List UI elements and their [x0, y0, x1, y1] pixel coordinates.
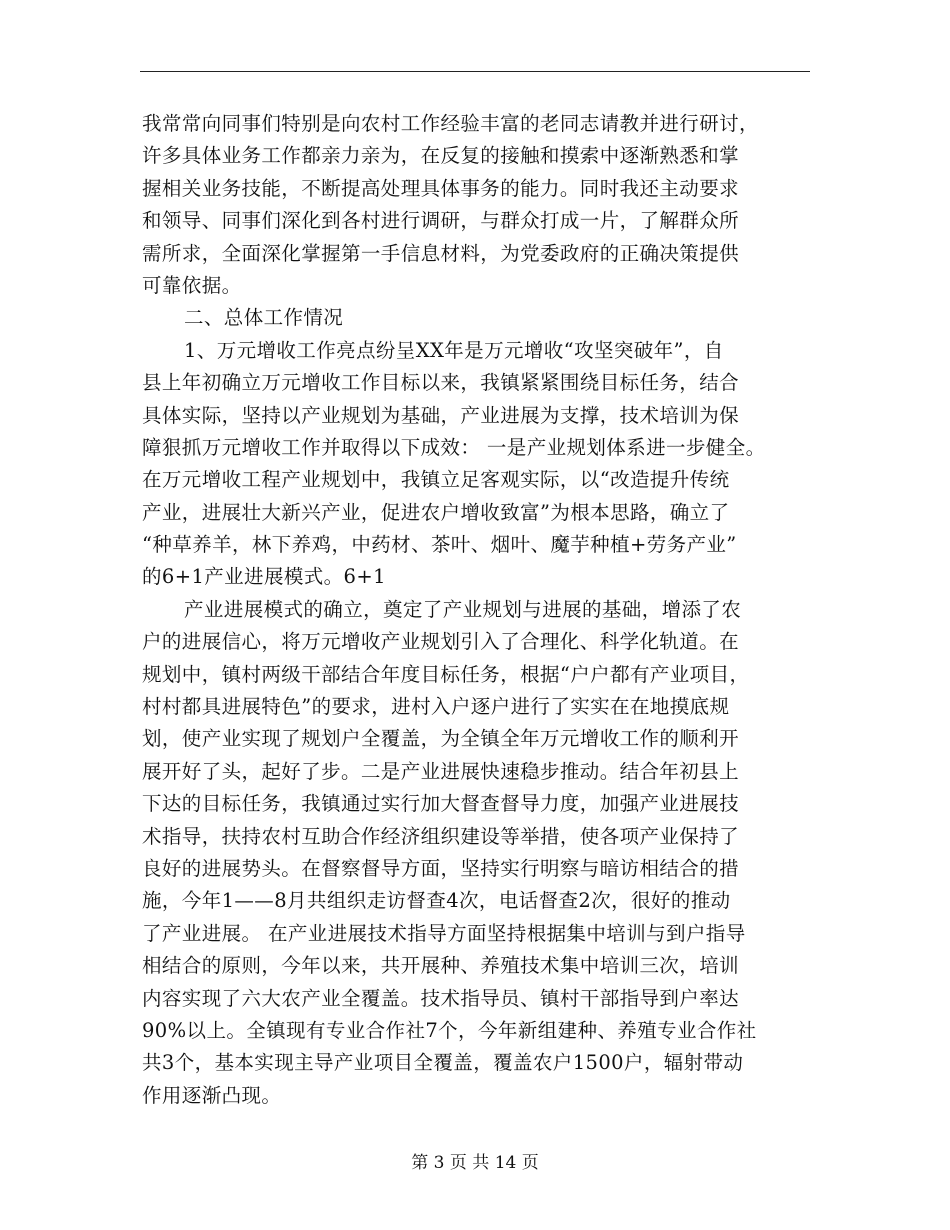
text-line: 许多具体业务工作都亲力亲为，在反复的接触和摸索中逐渐熟悉和掌 — [142, 144, 740, 168]
text-line: 术指导，扶持农村互助合作经济组织建设等举措，使各项产业保持了 — [142, 824, 740, 848]
text-line: 划，使产业实现了规划户全覆盖，为全镇全年万元增收工作的顺利开 — [142, 727, 740, 751]
text-line: 90%以上。全镇现有专业合作社7个，今年新组建种、养殖专业合作社 — [142, 1018, 757, 1042]
text-line: 1、万元增收工作亮点纷呈XX年是万元增收“攻坚突破年”，自 — [184, 338, 724, 362]
text-line: 县上年初确立万元增收工作目标以来，我镇紧紧围绕目标任务，结合 — [142, 371, 740, 395]
text-line: 下达的目标任务，我镇通过实行加大督查督导力度，加强产业进展技 — [142, 792, 740, 816]
text-line: 良好的进展势头。在督察督导方面，坚持实行明察与暗访相结合的措 — [142, 856, 740, 880]
text-line: 在万元增收工程产业规划中，我镇立足客观实际，以“改造提升传统 — [142, 468, 730, 492]
text-line: 的6+1产业进展模式。6+1 — [142, 565, 386, 589]
text-line: 产业进展模式的确立，奠定了产业规划与进展的基础，增添了农 — [184, 597, 742, 621]
text-line: 村村都具进展特色”的要求，进村入户逐户进行了实实在在地摸底规 — [142, 695, 730, 719]
text-line: 我常常向同事们特别是向农村工作经验丰富的老同志请教并进行研讨， — [142, 112, 759, 135]
text-line: 规划中，镇村两级干部结合年度目标任务，根据“户户都有产业项目， — [142, 662, 750, 686]
text-line: 二、总体工作情况 — [184, 306, 344, 330]
text-line: 具体实际，坚持以产业规划为基础，产业进展为支撑，技术培训为保 — [142, 403, 740, 427]
header-divider — [140, 71, 810, 72]
text-line: 作用逐渐凸现。 — [142, 1083, 282, 1107]
text-line: 内容实现了六大农产业全覆盖。技术指导员、镇村干部指导到户率达 — [142, 986, 740, 1010]
text-line: 握相关业务技能，不断提高处理具体事务的能力。同时我还主动要求 — [142, 176, 740, 200]
text-line: 共3个，基本实现主导产业项目全覆盖，覆盖农户1500户，辐射带动 — [142, 1051, 744, 1075]
text-line: 施，今年1——8月共组织走访督查4次，电话督查2次，很好的推动 — [142, 889, 731, 913]
text-line: 户的进展信心，将万元增收产业规划引入了合理化、科学化轨道。在 — [142, 630, 740, 654]
document-body — [142, 108, 822, 1112]
text-line: 了产业进展。 在产业进展技术指导方面坚持根据集中培训与到户指导 — [142, 921, 746, 945]
page-number-footer: 第 3 页 共 14 页 — [411, 1153, 539, 1173]
text-line: 产业，进展壮大新兴产业，促进农户增收致富”为根本思路，确立了 — [142, 500, 730, 524]
text-line: 和领导、同事们深化到各村进行调研，与群众打成一片，了解群众所 — [142, 209, 740, 233]
text-line: “种草养羊，林下养鸡，中药材、茶叶、烟叶、魔芋种植+劳务产业” — [142, 533, 737, 557]
text-line: 需所求，全面深化掌握第一手信息材料，为党委政府的正确决策提供 — [142, 241, 740, 265]
text-line: 障狠抓万元增收工作并取得以下成效： 一是产业规划体系进一步健全。 — [142, 435, 766, 459]
text-line: 相结合的原则，今年以来，共开展种、养殖技术集中培训三次，培训 — [142, 954, 740, 978]
text-line: 展开好了头，起好了步。二是产业进展快速稳步推动。结合年初县上 — [142, 759, 740, 783]
text-line: 可靠依据。 — [142, 273, 242, 297]
